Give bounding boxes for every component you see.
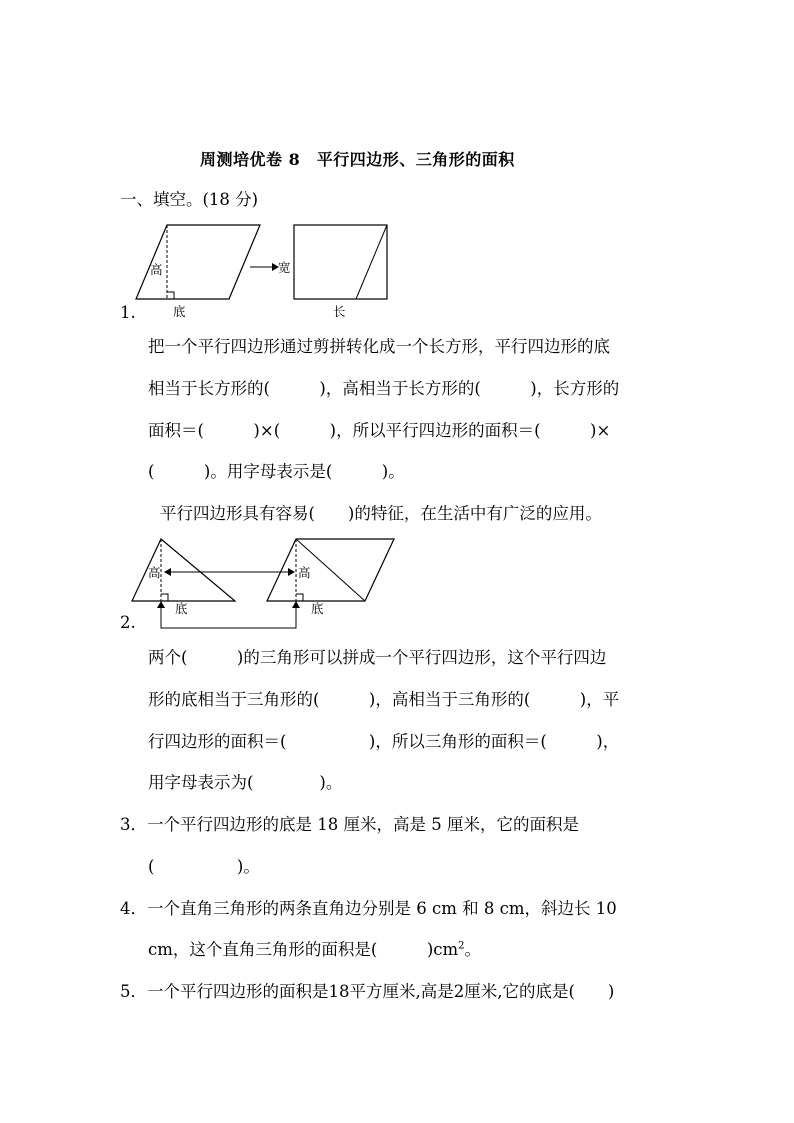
triangle-base-label: 底 bbox=[175, 601, 188, 616]
parallelogram-to-rectangle-figure bbox=[130, 222, 400, 317]
right-angle-mark bbox=[167, 292, 174, 299]
base-label: 底 bbox=[173, 304, 186, 317]
q1-line-1: 把一个平行四边形通过剪拼转化成一个长方形，平行四边形的底 bbox=[148, 337, 610, 356]
q1-line-4: ( )。用字母表示是( )。 bbox=[148, 462, 405, 481]
parallelogram-right-angle bbox=[296, 594, 303, 601]
triangle-to-parallelogram-figure bbox=[128, 535, 400, 635]
triangle-right-angle bbox=[161, 594, 168, 601]
q1-line-2: 相当于长方形的( )，高相当于长方形的( )，长方形的 bbox=[148, 379, 620, 398]
cut-line bbox=[356, 225, 387, 299]
arrow-head-right bbox=[288, 568, 295, 576]
q2-line-3: 行四边形的面积＝( )，所以三角形的面积＝( )， bbox=[148, 732, 620, 751]
q1-number: 1. bbox=[120, 303, 136, 322]
q5-line-1: 5．一个平行四边形的面积是18平方厘米,高是2厘米,它的底是( ) bbox=[120, 982, 615, 1001]
arrow-head-up-left bbox=[157, 601, 165, 608]
q4-line-1: 4．一个直角三角形的两条直角边分别是 6 cm 和 8 cm，斜边长 10 bbox=[120, 899, 617, 918]
arrow-head-left bbox=[164, 568, 171, 576]
parallelogram-base-label: 底 bbox=[311, 601, 324, 616]
section-heading: 一、填空。(18 分) bbox=[120, 190, 259, 209]
length-label: 长 bbox=[333, 304, 346, 317]
q1-line-3: 面积＝( )×( )，所以平行四边形的面积＝( )× bbox=[148, 421, 611, 440]
q4-line-2-end: 。 bbox=[464, 940, 482, 959]
q2-line-1: 两个( )的三角形可以拼成一个平行四边形，这个平行四边 bbox=[148, 648, 607, 667]
q3-line-2: ( )。 bbox=[148, 857, 260, 876]
q4-line-2 bbox=[148, 940, 481, 960]
width-label: 宽 bbox=[278, 260, 291, 275]
q2-line-4: 用字母表示为( )。 bbox=[148, 773, 343, 792]
page-title: 周测培优卷 8 平行四边形、三角形的面积 bbox=[200, 150, 515, 169]
height-label: 高 bbox=[150, 262, 163, 277]
q2-line-2: 形的底相当于三角形的( )，高相当于三角形的( )，平 bbox=[148, 690, 620, 709]
q4-line-2-text: cm，这个直角三角形的面积是( )cm bbox=[148, 940, 459, 959]
parallelogram-height-label: 高 bbox=[298, 565, 311, 580]
triangle-height-label: 高 bbox=[148, 565, 161, 580]
rectangle-shape bbox=[294, 225, 387, 299]
arrow-head-up-right bbox=[292, 601, 300, 608]
q2-number: 2. bbox=[120, 613, 136, 632]
q1-note: 平行四边形具有容易( )的特征，在生活中有广泛的应用。 bbox=[160, 504, 602, 523]
q4-exponent: 2 bbox=[458, 940, 465, 952]
q3-line-1: 3．一个平行四边形的底是 18 厘米，高是 5 厘米，它的面积是 bbox=[120, 815, 579, 834]
